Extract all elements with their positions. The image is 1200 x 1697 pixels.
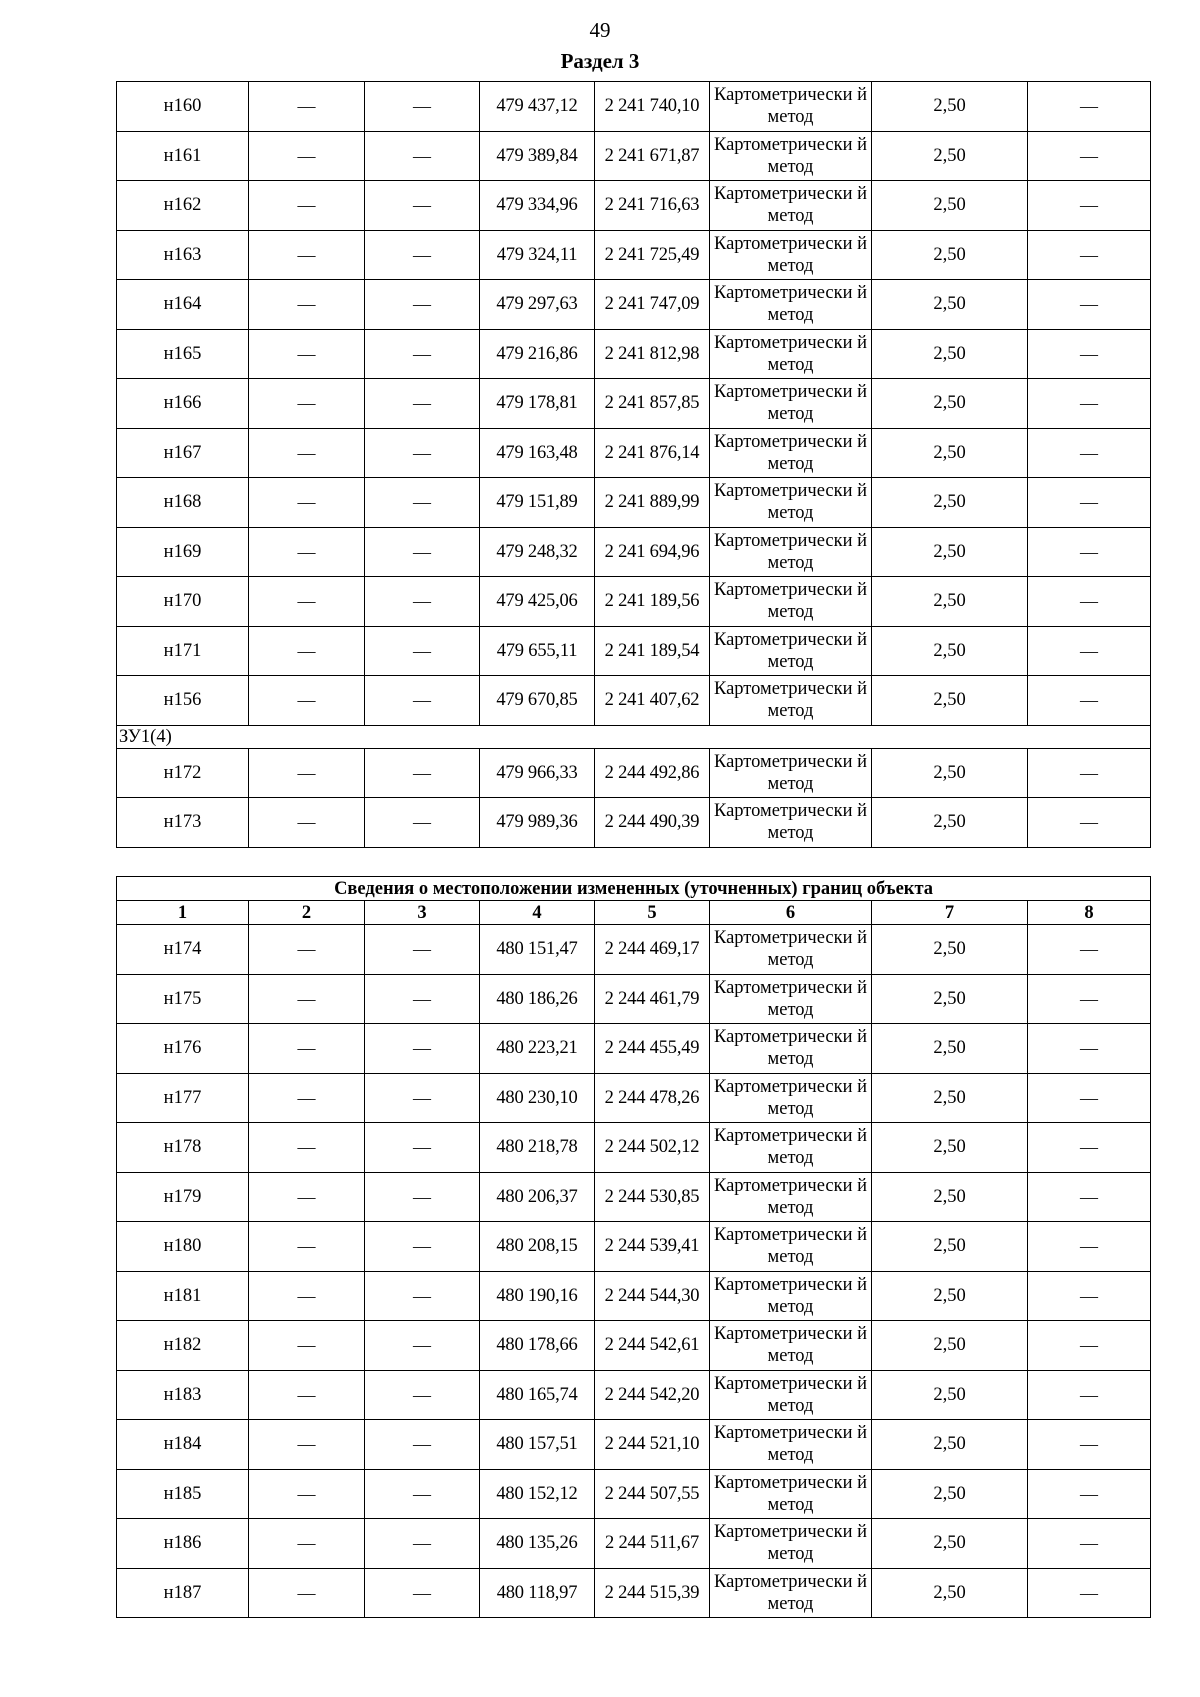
col8-cell: — (1028, 131, 1151, 181)
col8-cell: — (1028, 798, 1151, 848)
col3-cell: — (365, 1420, 480, 1470)
y-coordinate-cell: 2 244 492,86 (595, 748, 710, 798)
col3-cell: — (365, 1568, 480, 1618)
y-coordinate-cell: 2 241 889,99 (595, 478, 710, 528)
point-id-cell: н165 (117, 329, 249, 379)
x-coordinate-cell: 479 324,11 (480, 230, 595, 280)
col8-cell: — (1028, 1370, 1151, 1420)
table-row (117, 230, 1151, 280)
col2-cell: — (249, 748, 365, 798)
method-cell: Картометрически й метод (710, 379, 872, 429)
table-header-row (117, 901, 1151, 925)
column-header: 3 (365, 901, 480, 925)
x-coordinate-cell: 479 163,48 (480, 428, 595, 478)
table-row (117, 798, 1151, 848)
method-cell: Картометрически й метод (710, 798, 872, 848)
col2-cell: — (249, 82, 365, 132)
table-row (117, 626, 1151, 676)
table-row (117, 428, 1151, 478)
col2-cell: — (249, 230, 365, 280)
accuracy-cell: 2,50 (872, 181, 1028, 231)
col8-cell: — (1028, 478, 1151, 528)
accuracy-cell: 2,50 (872, 1420, 1028, 1470)
accuracy-cell: 2,50 (872, 379, 1028, 429)
point-id-cell: н161 (117, 131, 249, 181)
accuracy-cell: 2,50 (872, 798, 1028, 848)
col8-cell: — (1028, 1172, 1151, 1222)
col3-cell: — (365, 626, 480, 676)
method-cell: Картометрически й метод (710, 1420, 872, 1470)
point-id-cell: н163 (117, 230, 249, 280)
col3-cell: — (365, 131, 480, 181)
table-row (117, 280, 1151, 330)
method-cell: Картометрически й метод (710, 1123, 872, 1173)
col8-cell: — (1028, 527, 1151, 577)
table-row (117, 1073, 1151, 1123)
accuracy-cell: 2,50 (872, 1073, 1028, 1123)
x-coordinate-cell: 479 178,81 (480, 379, 595, 429)
col2-cell: — (249, 527, 365, 577)
x-coordinate-cell: 480 178,66 (480, 1321, 595, 1371)
col2-cell: — (249, 1568, 365, 1618)
col8-cell: — (1028, 82, 1151, 132)
table-row (117, 1172, 1151, 1222)
table-row (117, 577, 1151, 627)
col8-cell: — (1028, 230, 1151, 280)
group-label: ЗУ1(4) (117, 725, 1151, 748)
col8-cell: — (1028, 1321, 1151, 1371)
col3-cell: — (365, 974, 480, 1024)
method-cell: Картометрически й метод (710, 478, 872, 528)
col2-cell: — (249, 280, 365, 330)
y-coordinate-cell: 2 241 189,54 (595, 626, 710, 676)
col2-cell: — (249, 676, 365, 726)
col2-cell: — (249, 1271, 365, 1321)
method-cell: Картометрически й метод (710, 577, 872, 627)
col2-cell: — (249, 1123, 365, 1173)
table-row (117, 1321, 1151, 1371)
group-header-row (117, 725, 1151, 748)
table-row (117, 181, 1151, 231)
x-coordinate-cell: 479 425,06 (480, 577, 595, 627)
x-coordinate-cell: 479 989,36 (480, 798, 595, 848)
column-header: 1 (117, 901, 249, 925)
accuracy-cell: 2,50 (872, 82, 1028, 132)
column-header: 6 (710, 901, 872, 925)
col2-cell: — (249, 1073, 365, 1123)
col8-cell: — (1028, 974, 1151, 1024)
table-row (117, 1222, 1151, 1272)
col2-cell: — (249, 1222, 365, 1272)
point-id-cell: н169 (117, 527, 249, 577)
col2-cell: — (249, 798, 365, 848)
col2-cell: — (249, 1024, 365, 1074)
point-id-cell: н185 (117, 1469, 249, 1519)
accuracy-cell: 2,50 (872, 1321, 1028, 1371)
point-id-cell: н187 (117, 1568, 249, 1618)
table-row (117, 1519, 1151, 1569)
col8-cell: — (1028, 379, 1151, 429)
accuracy-cell: 2,50 (872, 527, 1028, 577)
point-id-cell: н156 (117, 676, 249, 726)
method-cell: Картометрически й метод (710, 1568, 872, 1618)
col8-cell: — (1028, 925, 1151, 975)
point-id-cell: н176 (117, 1024, 249, 1074)
col2-cell: — (249, 626, 365, 676)
y-coordinate-cell: 2 244 515,39 (595, 1568, 710, 1618)
table-row (117, 1123, 1151, 1173)
table-row (117, 1469, 1151, 1519)
col2-cell: — (249, 1321, 365, 1371)
point-id-cell: н171 (117, 626, 249, 676)
col3-cell: — (365, 1123, 480, 1173)
point-id-cell: н170 (117, 577, 249, 627)
y-coordinate-cell: 2 241 407,62 (595, 676, 710, 726)
table-caption: Сведения о местоположении измененных (уточненных) границ объекта (117, 877, 1151, 901)
boundary-points-table-top (116, 81, 1151, 848)
y-coordinate-cell: 2 241 725,49 (595, 230, 710, 280)
col3-cell: — (365, 82, 480, 132)
col3-cell: — (365, 230, 480, 280)
col3-cell: — (365, 329, 480, 379)
point-id-cell: н184 (117, 1420, 249, 1470)
y-coordinate-cell: 2 241 671,87 (595, 131, 710, 181)
col3-cell: — (365, 527, 480, 577)
x-coordinate-cell: 479 216,86 (480, 329, 595, 379)
x-coordinate-cell: 480 223,21 (480, 1024, 595, 1074)
col8-cell: — (1028, 748, 1151, 798)
y-coordinate-cell: 2 244 502,12 (595, 1123, 710, 1173)
point-id-cell: н179 (117, 1172, 249, 1222)
col3-cell: — (365, 379, 480, 429)
table-row (117, 974, 1151, 1024)
table-row (117, 1024, 1151, 1074)
point-id-cell: н180 (117, 1222, 249, 1272)
col2-cell: — (249, 577, 365, 627)
col8-cell: — (1028, 1568, 1151, 1618)
point-id-cell: н172 (117, 748, 249, 798)
col2-cell: — (249, 428, 365, 478)
point-id-cell: н182 (117, 1321, 249, 1371)
accuracy-cell: 2,50 (872, 1519, 1028, 1569)
col2-cell: — (249, 131, 365, 181)
y-coordinate-cell: 2 244 544,30 (595, 1271, 710, 1321)
method-cell: Картометрически й метод (710, 925, 872, 975)
table-row (117, 379, 1151, 429)
col2-cell: — (249, 329, 365, 379)
x-coordinate-cell: 480 118,97 (480, 1568, 595, 1618)
method-cell: Картометрически й метод (710, 1024, 872, 1074)
col2-cell: — (249, 925, 365, 975)
point-id-cell: н175 (117, 974, 249, 1024)
table-row (117, 1271, 1151, 1321)
x-coordinate-cell: 480 218,78 (480, 1123, 595, 1173)
method-cell: Картометрически й метод (710, 131, 872, 181)
y-coordinate-cell: 2 244 461,79 (595, 974, 710, 1024)
col8-cell: — (1028, 329, 1151, 379)
col8-cell: — (1028, 626, 1151, 676)
accuracy-cell: 2,50 (872, 626, 1028, 676)
y-coordinate-cell: 2 244 542,61 (595, 1321, 710, 1371)
accuracy-cell: 2,50 (872, 478, 1028, 528)
point-id-cell: н168 (117, 478, 249, 528)
col3-cell: — (365, 1321, 480, 1371)
col8-cell: — (1028, 1469, 1151, 1519)
method-cell: Картометрически й метод (710, 676, 872, 726)
col3-cell: — (365, 1024, 480, 1074)
col8-cell: — (1028, 1073, 1151, 1123)
col2-cell: — (249, 974, 365, 1024)
x-coordinate-cell: 479 248,32 (480, 527, 595, 577)
x-coordinate-cell: 480 135,26 (480, 1519, 595, 1569)
point-id-cell: н186 (117, 1519, 249, 1569)
x-coordinate-cell: 480 208,15 (480, 1222, 595, 1272)
boundary-points-table-bottom (116, 876, 1151, 1618)
accuracy-cell: 2,50 (872, 748, 1028, 798)
x-coordinate-cell: 480 165,74 (480, 1370, 595, 1420)
col3-cell: — (365, 925, 480, 975)
x-coordinate-cell: 480 206,37 (480, 1172, 595, 1222)
method-cell: Картометрически й метод (710, 1073, 872, 1123)
column-header: 5 (595, 901, 710, 925)
accuracy-cell: 2,50 (872, 1271, 1028, 1321)
accuracy-cell: 2,50 (872, 1123, 1028, 1173)
accuracy-cell: 2,50 (872, 329, 1028, 379)
point-id-cell: н166 (117, 379, 249, 429)
table-row (117, 527, 1151, 577)
column-header: 7 (872, 901, 1028, 925)
col2-cell: — (249, 1370, 365, 1420)
col8-cell: — (1028, 1420, 1151, 1470)
y-coordinate-cell: 2 244 507,55 (595, 1469, 710, 1519)
col3-cell: — (365, 577, 480, 627)
x-coordinate-cell: 479 334,96 (480, 181, 595, 231)
col2-cell: — (249, 1420, 365, 1470)
accuracy-cell: 2,50 (872, 676, 1028, 726)
table-row (117, 1370, 1151, 1420)
method-cell: Картометрически й метод (710, 181, 872, 231)
col3-cell: — (365, 1073, 480, 1123)
col2-cell: — (249, 181, 365, 231)
accuracy-cell: 2,50 (872, 1370, 1028, 1420)
point-id-cell: н181 (117, 1271, 249, 1321)
col3-cell: — (365, 428, 480, 478)
point-id-cell: н174 (117, 925, 249, 975)
method-cell: Картометрически й метод (710, 1469, 872, 1519)
col3-cell: — (365, 748, 480, 798)
method-cell: Картометрически й метод (710, 230, 872, 280)
table-row (117, 1420, 1151, 1470)
col3-cell: — (365, 478, 480, 528)
x-coordinate-cell: 480 190,16 (480, 1271, 595, 1321)
x-coordinate-cell: 479 437,12 (480, 82, 595, 132)
col8-cell: — (1028, 181, 1151, 231)
table-row (117, 131, 1151, 181)
method-cell: Картометрически й метод (710, 1370, 872, 1420)
method-cell: Картометрически й метод (710, 974, 872, 1024)
method-cell: Картометрически й метод (710, 1519, 872, 1569)
y-coordinate-cell: 2 244 530,85 (595, 1172, 710, 1222)
col2-cell: — (249, 1172, 365, 1222)
col2-cell: — (249, 379, 365, 429)
method-cell: Картометрически й метод (710, 1271, 872, 1321)
method-cell: Картометрически й метод (710, 1321, 872, 1371)
accuracy-cell: 2,50 (872, 974, 1028, 1024)
column-header: 4 (480, 901, 595, 925)
x-coordinate-cell: 480 151,47 (480, 925, 595, 975)
y-coordinate-cell: 2 241 812,98 (595, 329, 710, 379)
point-id-cell: н173 (117, 798, 249, 848)
y-coordinate-cell: 2 241 694,96 (595, 527, 710, 577)
y-coordinate-cell: 2 244 490,39 (595, 798, 710, 848)
y-coordinate-cell: 2 244 539,41 (595, 1222, 710, 1272)
table-row (117, 676, 1151, 726)
table-row (117, 925, 1151, 975)
point-id-cell: н160 (117, 82, 249, 132)
accuracy-cell: 2,50 (872, 1172, 1028, 1222)
x-coordinate-cell: 479 670,85 (480, 676, 595, 726)
method-cell: Картометрически й метод (710, 626, 872, 676)
table-row (117, 329, 1151, 379)
accuracy-cell: 2,50 (872, 1469, 1028, 1519)
page-number: 49 (589, 18, 611, 42)
col3-cell: — (365, 1370, 480, 1420)
col8-cell: — (1028, 1024, 1151, 1074)
col3-cell: — (365, 798, 480, 848)
col3-cell: — (365, 1172, 480, 1222)
y-coordinate-cell: 2 241 189,56 (595, 577, 710, 627)
accuracy-cell: 2,50 (872, 131, 1028, 181)
method-cell: Картометрически й метод (710, 527, 872, 577)
col8-cell: — (1028, 428, 1151, 478)
table-row (117, 1568, 1151, 1618)
accuracy-cell: 2,50 (872, 577, 1028, 627)
col3-cell: — (365, 280, 480, 330)
method-cell: Картометрически й метод (710, 1222, 872, 1272)
y-coordinate-cell: 2 241 876,14 (595, 428, 710, 478)
y-coordinate-cell: 2 241 740,10 (595, 82, 710, 132)
col8-cell: — (1028, 1222, 1151, 1272)
col2-cell: — (249, 478, 365, 528)
method-cell: Картометрически й метод (710, 329, 872, 379)
col8-cell: — (1028, 1519, 1151, 1569)
point-id-cell: н164 (117, 280, 249, 330)
x-coordinate-cell: 480 157,51 (480, 1420, 595, 1470)
accuracy-cell: 2,50 (872, 280, 1028, 330)
x-coordinate-cell: 480 186,26 (480, 974, 595, 1024)
x-coordinate-cell: 479 297,63 (480, 280, 595, 330)
point-id-cell: н183 (117, 1370, 249, 1420)
x-coordinate-cell: 480 230,10 (480, 1073, 595, 1123)
method-cell: Картометрически й метод (710, 748, 872, 798)
y-coordinate-cell: 2 244 469,17 (595, 925, 710, 975)
y-coordinate-cell: 2 244 478,26 (595, 1073, 710, 1123)
accuracy-cell: 2,50 (872, 1568, 1028, 1618)
column-header: 8 (1028, 901, 1151, 925)
section-title: Раздел 3 (560, 49, 640, 73)
y-coordinate-cell: 2 244 521,10 (595, 1420, 710, 1470)
table-row (117, 82, 1151, 132)
column-header: 2 (249, 901, 365, 925)
accuracy-cell: 2,50 (872, 230, 1028, 280)
method-cell: Картометрически й метод (710, 1172, 872, 1222)
point-id-cell: н162 (117, 181, 249, 231)
accuracy-cell: 2,50 (872, 1024, 1028, 1074)
col8-cell: — (1028, 1271, 1151, 1321)
col8-cell: — (1028, 1123, 1151, 1173)
x-coordinate-cell: 479 389,84 (480, 131, 595, 181)
method-cell: Картометрически й метод (710, 428, 872, 478)
x-coordinate-cell: 479 151,89 (480, 478, 595, 528)
col3-cell: — (365, 1222, 480, 1272)
col8-cell: — (1028, 577, 1151, 627)
point-id-cell: н178 (117, 1123, 249, 1173)
col3-cell: — (365, 1519, 480, 1569)
point-id-cell: н177 (117, 1073, 249, 1123)
table-caption-row (117, 877, 1151, 901)
col2-cell: — (249, 1519, 365, 1569)
col3-cell: — (365, 1271, 480, 1321)
col3-cell: — (365, 676, 480, 726)
x-coordinate-cell: 480 152,12 (480, 1469, 595, 1519)
y-coordinate-cell: 2 244 542,20 (595, 1370, 710, 1420)
y-coordinate-cell: 2 241 857,85 (595, 379, 710, 429)
x-coordinate-cell: 479 655,11 (480, 626, 595, 676)
col3-cell: — (365, 181, 480, 231)
y-coordinate-cell: 2 241 747,09 (595, 280, 710, 330)
table-row (117, 748, 1151, 798)
col2-cell: — (249, 1469, 365, 1519)
accuracy-cell: 2,50 (872, 925, 1028, 975)
x-coordinate-cell: 479 966,33 (480, 748, 595, 798)
col8-cell: — (1028, 280, 1151, 330)
method-cell: Картометрически й метод (710, 280, 872, 330)
col3-cell: — (365, 1469, 480, 1519)
method-cell: Картометрически й метод (710, 82, 872, 132)
y-coordinate-cell: 2 244 511,67 (595, 1519, 710, 1569)
y-coordinate-cell: 2 241 716,63 (595, 181, 710, 231)
accuracy-cell: 2,50 (872, 1222, 1028, 1272)
accuracy-cell: 2,50 (872, 428, 1028, 478)
y-coordinate-cell: 2 244 455,49 (595, 1024, 710, 1074)
point-id-cell: н167 (117, 428, 249, 478)
col8-cell: — (1028, 676, 1151, 726)
table-row (117, 478, 1151, 528)
